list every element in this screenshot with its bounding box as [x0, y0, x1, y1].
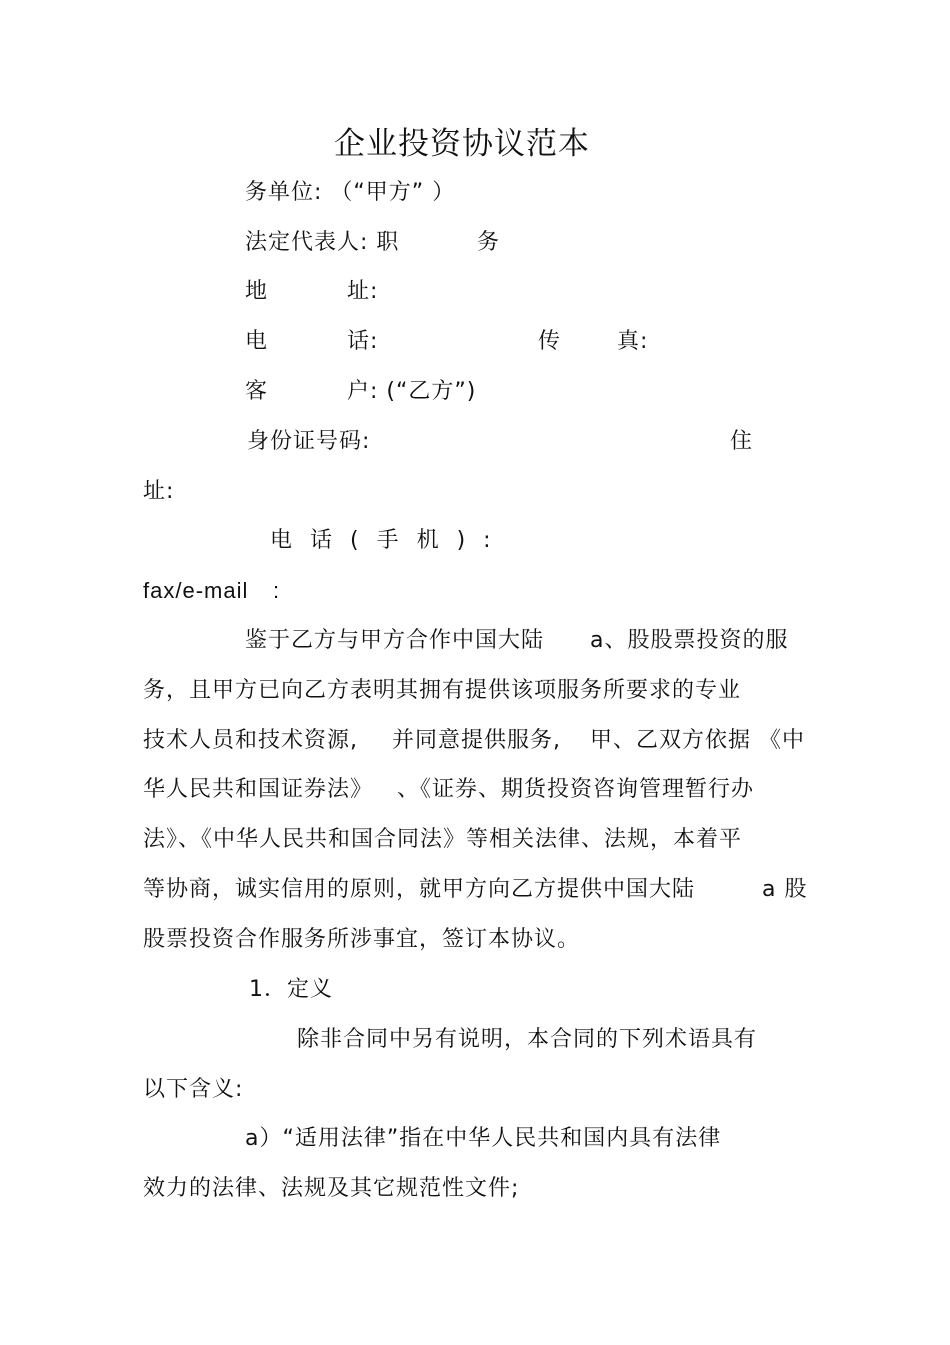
- party-a-phone-label-part2: 话:: [347, 329, 379, 354]
- preamble-line-3b: 并同意提供服务,: [392, 728, 561, 753]
- party-a-duty-label: 务: [477, 230, 501, 255]
- preamble-line-7: 股票投资合作服务所涉事宜，签订本协议。: [143, 927, 581, 952]
- section-1-item-a-line-2: 效力的法律、法规及其它规范性文件;: [143, 1176, 520, 1201]
- preamble-line-6b: a 股: [762, 877, 808, 902]
- preamble-line-1b: a、股股票投资的服: [590, 628, 789, 653]
- party-b-client-label-part2: 户: (“乙方”): [347, 379, 477, 404]
- preamble-line-4a: 华人民共和国证券法》: [143, 777, 374, 802]
- party-a-unit-label: 务单位: （“甲方” ）: [245, 180, 456, 205]
- preamble-line-2: 务，且甲方已向乙方表明其拥有提供该项服务所要求的专业: [143, 678, 742, 703]
- preamble-line-3c: 甲、乙双方依据 《中: [590, 728, 805, 753]
- section-1-intro-line-1: 除非合同中另有说明，本合同的下列术语具有: [297, 1027, 758, 1052]
- party-a-fax-label-part1: 传: [538, 329, 562, 354]
- party-b-mobile-label: 电话(手机):: [270, 528, 509, 553]
- party-b-client-label-part1: 客: [245, 379, 269, 404]
- party-a-representative-label: 法定代表人: 职: [245, 230, 400, 255]
- preamble-line-3a: 技术人员和技术资源,: [143, 728, 358, 753]
- party-a-phone-label-part1: 电: [245, 329, 269, 354]
- section-1-heading: 1．定义: [249, 977, 333, 1002]
- section-1-item-a-line-1: a）“适用法律”指在中华人民共和国内具有法律: [245, 1126, 722, 1151]
- party-b-fax-email-colon: :: [273, 578, 281, 603]
- party-a-address-label-part1: 地: [245, 279, 269, 304]
- preamble-line-5: 法》、《中华人民共和国合同法》等相关法律、法规，本着平: [143, 827, 743, 852]
- preamble-line-6a: 等协商，诚实信用的原则，就甲方向乙方提供中国大陆: [143, 877, 696, 902]
- preamble-line-4b: 、《证券、期货投资咨询管理暂行办: [397, 777, 755, 802]
- section-1-intro-line-2: 以下含义:: [143, 1077, 244, 1102]
- party-a-address-label-part2: 址:: [347, 279, 379, 304]
- document-title: 企业投资协议范本: [334, 126, 590, 162]
- party-b-residence-label-part2: 址:: [143, 479, 175, 504]
- party-a-fax-label-part2: 真:: [617, 329, 649, 354]
- party-b-fax-email-label: fax/e-mail: [143, 578, 249, 603]
- party-b-id-number-label: 身份证号码:: [247, 429, 371, 454]
- party-b-residence-label-part1: 住: [730, 429, 754, 454]
- preamble-line-1a: 鉴于乙方与甲方合作中国大陆: [245, 628, 545, 653]
